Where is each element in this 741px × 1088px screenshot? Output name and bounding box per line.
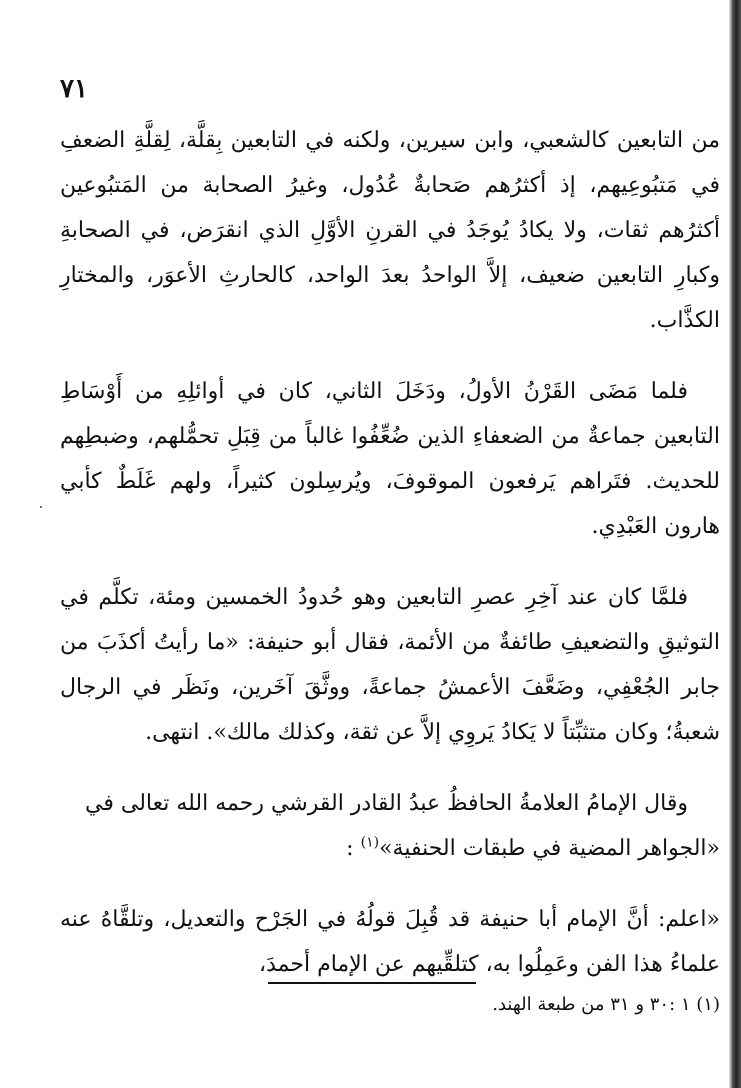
paragraph-2: فلما مَضَى القَرْنُ الأولُ، ودَخَلَ الثاني، كان في أوائلِهِ من أَوْسَاطِ التابعين جماعةٌ من الضعفاءِ الذين ضُعِّفُوا غالباً من قِبَلِ تحمُّلهم، وضبطِهم للحديث. فتَراهم يَرفعون الموقوفَ، ويُرسِلون كثيراً، ولهم غَلَطٌ كأبي هارون العَبْدِي.	[60, 379, 720, 539]
colon: :	[346, 836, 354, 861]
book-title-reference	[60, 826, 720, 871]
body-text	[60, 118, 720, 987]
footnote: (١) ١ :٣٠ و ٣١ من طبعة الهند.	[492, 994, 720, 1015]
page-number: ٧١	[60, 74, 88, 104]
footnote-marker: (١)	[360, 834, 380, 851]
paragraph-3: فلمَّا كان عند آخِرِ عصرِ التابعين وهو حُدودُ الخمسين ومئة، تكلَّم في التوثيقِ والتضعيفِ طائفةٌ من الأئمة، فقال أبو حنيفة: «ما رأيتُ أكذَبَ من جابر الجُعْفِي، وضَعَّفَ الأعمشُ جماعةً، ووثَّقَ آخَرين، ونَظَر في الرجال شعبةُ؛ وكان متثبِّتاً لا يَكادُ يَروِي إلاَّ عن ثقة، وكذلك مالك». انتهى.	[60, 585, 720, 745]
paragraph-1: من التابعين كالشعبي، وابن سيرين، ولكنه في التابعين بِقلَّة، لِقلَّةِ الضعفِ في مَتبُوعِيهم، إذ أكثرُهم صَحابةٌ عُدُول، وغيرُ الصحابة من المَتبُوعين أكثرُهم ثقات، ولا يكادُ يُوجَدُ في القرنِ الأوَّلِ الذي انقرَض، في الصحابةِ وكبارِ التابعين ضعيف، إلاَّ الواحدُ بعدَ الواحد، كالحارثِ الأعوَر، والمختارِ الكذَّاب.	[60, 128, 720, 333]
book-title: «الجواهر المضية في طبقات الحنفية»	[379, 836, 720, 861]
paragraph-5: «اعلم: أنَّ الإمام أبا حنيفة قد قُبِلَ قولُهُ في الجَرْح والتعديل، وتلقَّاهُ عنه علماءُ هذا الفن وعَمِلُوا به، كتلقِّيهم عن الإمام أحمدَ،	[60, 907, 720, 977]
paragraph-4: وقال الإمامُ العلامةُ الحافظُ عبدُ القادر القرشي رحمه الله تعالى في	[85, 791, 688, 816]
page-speck	[40, 506, 42, 508]
footnote-separator	[268, 982, 476, 984]
page-edge-shadow	[729, 0, 741, 1088]
